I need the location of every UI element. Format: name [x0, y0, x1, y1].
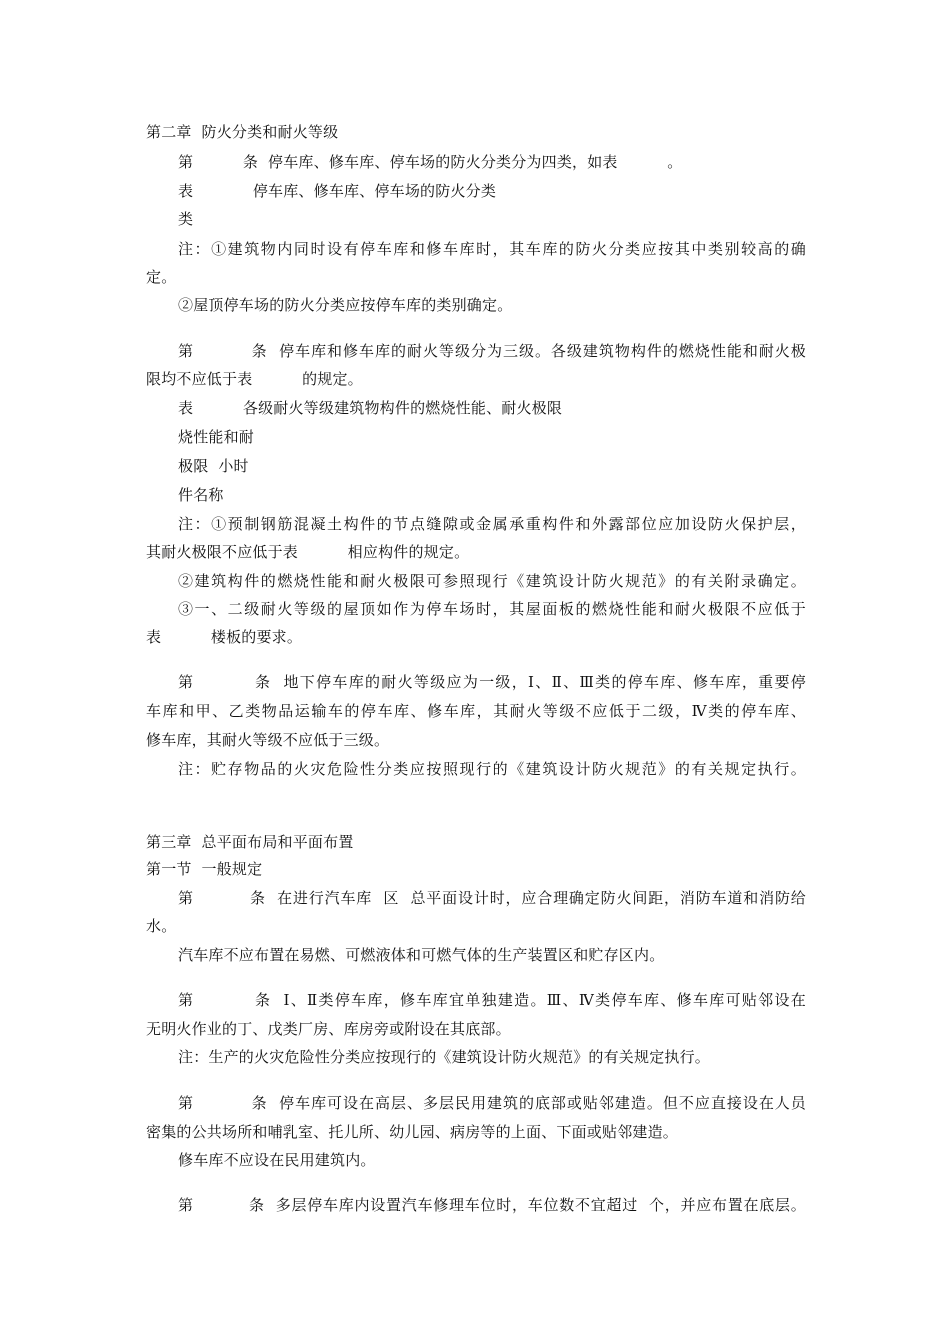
table-fragment: 极限 小时: [178, 457, 249, 475]
article-line: 第 条 停车库、修车库、停车场的防火分类分为四类，如表 。: [178, 153, 683, 171]
article-line-cont: 车库和甲、乙类物品运输车的停车库、修车库，其耐火等级不应低于二级，Ⅳ类的停车库、: [146, 702, 806, 720]
article-line-cont: 水。: [146, 917, 177, 935]
chapter-3-heading: 第三章 总平面布局和平面布置: [146, 833, 354, 851]
note-line: ②建筑构件的燃烧性能和耐火极限可参照现行《建筑设计防火规范》的有关附录确定。: [178, 572, 806, 590]
article-line: 第 条 停车库可设在高层、多层民用建筑的底部或贴邻建造。但不应直接设在人员: [178, 1094, 806, 1112]
paragraph-line: 修车库不应设在民用建筑内。: [178, 1151, 376, 1169]
article-line-cont: 无明火作业的丁、戊类厂房、库房旁或附设在其底部。: [146, 1020, 511, 1038]
article-line-cont: 限均不应低于表 的规定。: [146, 370, 363, 388]
article-line: 第 条 多层停车库内设置汽车修理车位时，车位数不宜超过 个，并应布置在底层。: [178, 1196, 806, 1214]
note-line-cont: 表 楼板的要求。: [146, 628, 303, 646]
article-line-cont: 密集的公共场所和哺乳室、托儿所、幼儿园、病房等的上面、下面或贴邻建造。: [146, 1123, 679, 1141]
note-line: ③一、二级耐火等级的屋顶如作为停车场时，其屋面板的燃烧性能和耐火极限不应低于: [178, 600, 806, 618]
note-line: 注：①建筑物内同时设有停车库和修车库时，其车库的防火分类应按其中类别较高的确: [178, 240, 806, 258]
table-fragment: 类: [178, 210, 194, 228]
paragraph-line: 汽车库不应布置在易燃、可燃液体和可燃气体的生产装置区和贮存区内。: [178, 946, 665, 964]
note-line: 注：生产的火灾危险性分类应按现行的《建筑设计防火规范》的有关规定执行。: [178, 1048, 711, 1066]
section-heading: 第一节 一般规定: [146, 860, 263, 878]
article-line-cont: 修车库，其耐火等级不应低于三级。: [146, 731, 390, 749]
table-caption: 表 停车库、修车库、停车场的防火分类: [178, 182, 497, 200]
article-line: 第 条 在进行汽车库 区 总平面设计时，应合理确定防火间距，消防车道和消防给: [178, 889, 806, 907]
note-line: 注：①预制钢筋混凝土构件的节点缝隙或金属承重构件和外露部位应加设防火保护层，: [178, 515, 806, 533]
note-line: 注：贮存物品的火灾危险性分类应按照现行的《建筑设计防火规范》的有关规定执行。: [178, 760, 806, 778]
note-line: ②屋顶停车场的防火分类应按停车库的类别确定。: [178, 296, 513, 314]
note-line-cont: 其耐火极限不应低于表 相应构件的规定。: [146, 543, 470, 561]
article-line: 第 条 停车库和修车库的耐火等级分为三级。各级建筑物构件的燃烧性能和耐火极: [178, 342, 806, 360]
table-caption: 表 各级耐火等级建筑物构件的燃烧性能、耐火极限: [178, 399, 563, 417]
note-line-cont: 定。: [146, 268, 177, 286]
article-line: 第 条 Ⅰ、Ⅱ类停车库，修车库宜单独建造。Ⅲ、Ⅳ类停车库、修车库可贴邻设在: [178, 991, 806, 1009]
table-fragment: 烧性能和耐: [178, 428, 255, 446]
table-fragment: 件名称: [178, 486, 224, 504]
article-line: 第 条 地下停车库的耐火等级应为一级，Ⅰ、Ⅱ、Ⅲ类的停车库、修车库，重要停: [178, 673, 806, 691]
chapter-2-heading: 第二章 防火分类和耐火等级: [146, 123, 339, 141]
